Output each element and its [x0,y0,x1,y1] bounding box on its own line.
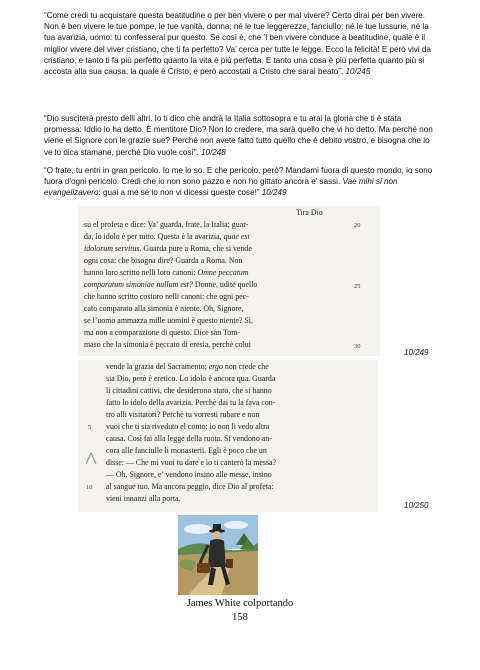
line-number: 30 [354,343,361,350]
scan2-line: fatto lo idolo della avarizia. Perchè dai tu la fava con- [106,398,276,407]
scan1-line: ogni cosa: che bisogna dire? Guarda a Roma. Non [84,256,243,265]
pencil-mark-icon [84,450,98,466]
scan1-line: maso che la simonia è peccato di eresia, perchè colui [84,340,251,349]
paragraph-1-ref: 10/245 [345,67,371,77]
scan2-line: disse: — Che mi vuoi tu dare e io ti canterò la messa? [106,458,277,467]
line-number: 5 [88,424,92,431]
paragraph-3 [44,165,440,199]
scan2-line: vuoi che ti sia riveduto el conto: io non li vedo altra [106,422,270,431]
paragraph-3-latin: Vae mihi si non evangelizavero [44,177,398,198]
scan2-line: vieni innanzi alla porta. [106,494,181,503]
colporteur-illustration [178,515,258,595]
scan1-line: su el profeta e dice: Va’ guarda, frate, la Italia; guar- [84,220,249,229]
scan1-line: idolorum servitus. Guarda pure a Roma, che si vende [84,244,252,253]
scan2-line: causa. Così fai alla legge della ruota. Si vendono an- [106,434,272,443]
side-ref-1: 10/249 [404,348,429,357]
paragraph-2-text: “Dio susciterà presto delli altri. Io ti dico che andrà la Italia sottosopra e tu arai la gloria che ti è stata promessa: Iddio lo ha detto. È mentitore Dio? Non lo credere, ma sarà quello che vi ho detto. Ma perché non viene el Signore con le grazie sue? Perché non avete fatto tutto quello che è debito vostro, e bisogna che io ve lo dica stamane, perché Dio vuole così”. [44,114,433,157]
line-number: 25 [354,283,361,290]
scan2-line: tro alli visitatori? Perchè tu vorresti rubare e non [106,410,260,419]
scan1-line: da, lo idolo è per tutto. Questa è la avarizia, quae est [84,232,250,241]
scanned-excerpt-1 [78,206,380,356]
scan2-line: li cittadini cattivi, che desiderono stato, che si hanno [106,386,272,395]
line-number: 20 [354,222,361,229]
paragraph-1-text: “Come credi tu acquistare questa beatitudine o per ben vivere o per mal vivere? Certo dirai per ben vivere. Non è ben vivere le tue pompe, le tue vanità, donna; né le tue leggerezze, fanciullo; né le tue lussurie, né la tua avarizia, uomo: tu confesserai pur questo. Se così è, che ’l ben vivere conduce a beatitudine, quale è il miglior vivere del viver cristiano, che ti fa perfetto? Va’ cerca per tutte le legge. Ecco la felicità! E però vivi da cristiano, e tanto ti fa più perfetto quanto la vita è più perfetta. E tanto una cosa è più perfetta quanto più si accosta alla sua causa, la quale è Cristo; e però accostati a Cristo che sarai beato”. [44,11,431,77]
paragraph-3-ref: 10/249 [261,188,287,198]
line-number: 10 [86,484,93,491]
paragraph-1 [44,10,440,77]
scan2-line: — Oh, Signore, e’ vendono insino alle messe, insino [106,470,272,479]
page-number: 158 [232,612,248,623]
scan2-line: sia Dio, però è eretico. Lo idolo è ancora qua. Guarda [106,374,276,383]
scan1-line: ma non a comparazione di questo. Dice san Tom- [84,328,240,337]
scan1-line: cato comparato alla simonia è niente. Oh, Signore, [84,304,244,313]
scan1-line: comparatum simoniae nullum est? Donne, udite quello [84,280,258,289]
scan1-line: che hanno scritto costoro nelli canoni: che ogni pec- [84,292,249,301]
illustration-caption: James White colportando [186,598,294,609]
paragraph-3-text: “O frate, tu entri in gran pericolo. Io me lo so. E che pericolo, però? Mandami fuora di questo mondo, io sono fuora d’ogni pericolo. Credi che io non sono pazzo e non ho gittato ancora e’ sassi. [44,166,433,187]
paragraph-2 [44,113,440,158]
scan2-line: cora alle fanciulle li monasterii. Egli è poco che un [106,446,267,455]
paragraph-3-tail: : guai a me se io non vi dicessi queste cose!” [98,188,260,198]
scan2-line: al sangue tuo. Ma ancora peggio, dice Dio al profeta: [106,482,274,491]
scan1-line: Tira Dio [296,208,323,217]
scan1-line: hanno loro scritto nelli loro canoni: Omne peccatum [84,268,249,277]
scan1-line: se l’uomo ammazza mille uomini è questo niente? Sì, [84,316,253,325]
side-ref-2: 10/250 [404,501,429,510]
scanned-excerpt-2 [78,360,378,512]
scan2-line: vende la grazia del Sacramento; ergo non crede che [106,362,269,371]
paragraph-2-ref: 10/248 [201,147,226,157]
